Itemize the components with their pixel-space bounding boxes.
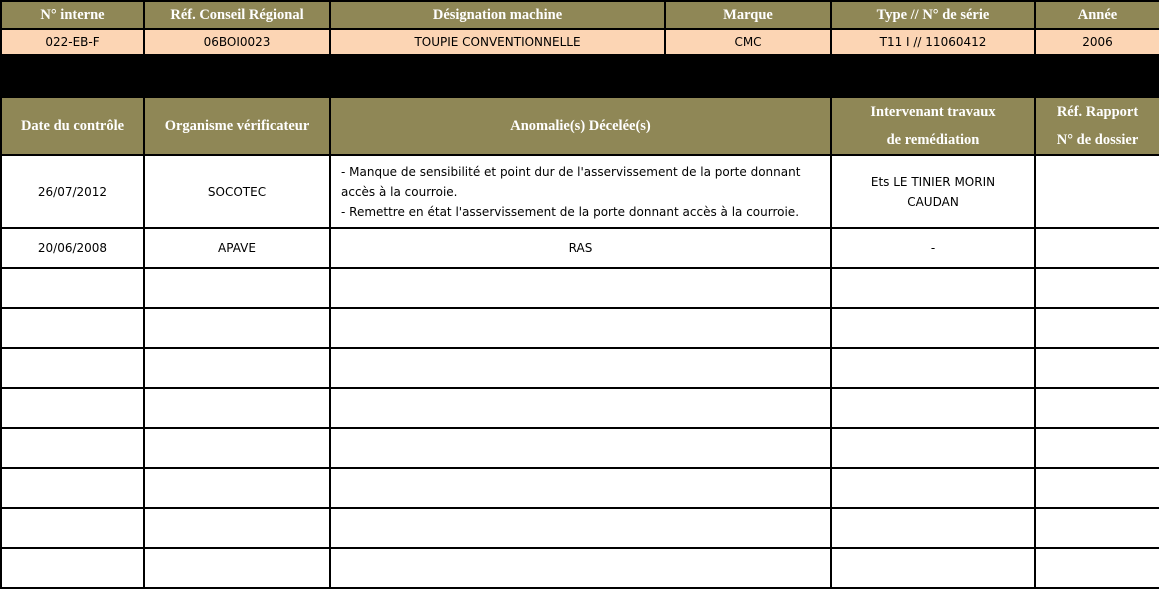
intervenant-line: CAUDAN [907, 194, 959, 209]
empty-cell [330, 508, 831, 548]
header-ref-rapport [1035, 97, 1159, 155]
empty-cell [144, 548, 330, 588]
cell-intervenant [831, 155, 1035, 228]
empty-cell [330, 548, 831, 588]
value-type-numero-serie: T11 I // 11060412 [831, 29, 1035, 55]
header-intervenant-line: de remédiation [886, 132, 980, 148]
header-type-numero-serie: Type // N° de série [831, 1, 1035, 29]
empty-row [1, 428, 1159, 468]
cell-ref-rapport [1035, 155, 1159, 228]
empty-cell [330, 388, 831, 428]
empty-row [1, 348, 1159, 388]
empty-cell [831, 308, 1035, 348]
empty-cell [831, 468, 1035, 508]
empty-cell [1, 348, 144, 388]
header-intervenant [831, 97, 1035, 155]
empty-cell [1, 428, 144, 468]
empty-cell [1, 268, 144, 308]
value-designation-machine: TOUPIE CONVENTIONNELLE [330, 29, 665, 55]
header-ref-rapport-line: N° de dossier [1056, 132, 1139, 148]
cell-organisme: SOCOTEC [144, 155, 330, 228]
value-annee: 2006 [1035, 29, 1159, 55]
header-designation-machine: Désignation machine [330, 1, 665, 29]
cell-intervenant: - [831, 228, 1035, 268]
empty-row [1, 388, 1159, 428]
empty-cell [144, 428, 330, 468]
value-ref-conseil-regional: 06BOI0023 [144, 29, 330, 55]
empty-cell [831, 348, 1035, 388]
header-ref-conseil-regional: Réf. Conseil Régional [144, 1, 330, 29]
empty-cell [1035, 268, 1159, 308]
header-marque: Marque [665, 1, 831, 29]
controls-table [0, 96, 1159, 589]
machine-info-table [0, 0, 1159, 56]
cell-anomalies [330, 155, 831, 228]
empty-cell [330, 268, 831, 308]
cell-date: 20/06/2008 [1, 228, 144, 268]
empty-cell [144, 348, 330, 388]
value-marque: CMC [665, 29, 831, 55]
header-ref-rapport-line: Réf. Rapport [1056, 104, 1139, 120]
empty-row [1, 548, 1159, 588]
controls-header-row [1, 97, 1159, 155]
header-organisme-verificateur: Organisme vérificateur [144, 97, 330, 155]
empty-cell [330, 308, 831, 348]
empty-cell [330, 428, 831, 468]
empty-cell [1, 308, 144, 348]
empty-cell [1035, 348, 1159, 388]
empty-cell [1035, 548, 1159, 588]
header-date-controle: Date du contrôle [1, 97, 144, 155]
empty-cell [144, 388, 330, 428]
empty-cell [831, 428, 1035, 468]
empty-cell [144, 308, 330, 348]
header-anomalies: Anomalie(s) Décelée(s) [330, 97, 831, 155]
empty-cell [1, 548, 144, 588]
value-numero-interne: 022-EB-F [1, 29, 144, 55]
empty-cell [831, 388, 1035, 428]
empty-cell [144, 508, 330, 548]
empty-row [1, 468, 1159, 508]
cell-date: 26/07/2012 [1, 155, 144, 228]
empty-cell [831, 268, 1035, 308]
cell-organisme: APAVE [144, 228, 330, 268]
empty-cell [831, 508, 1035, 548]
separator-band [0, 55, 1159, 96]
empty-cell [1035, 428, 1159, 468]
anomaly-line: - Manque de sensibilité et point dur de l'asservissement de la porte donnant [341, 164, 801, 179]
header-intervenant-line: Intervenant travaux [870, 104, 996, 120]
empty-cell [831, 548, 1035, 588]
header-numero-interne: N° interne [1, 1, 144, 29]
machine-value-row [1, 29, 1159, 55]
empty-cell [1035, 508, 1159, 548]
table-row [1, 155, 1159, 228]
empty-cell [144, 268, 330, 308]
empty-cell [330, 348, 831, 388]
empty-cell [1, 388, 144, 428]
empty-cell [144, 468, 330, 508]
cell-ref-rapport [1035, 228, 1159, 268]
cell-anomalies: RAS [330, 228, 831, 268]
empty-row [1, 268, 1159, 308]
table-row [1, 228, 1159, 268]
intervenant-line: Ets LE TINIER MORIN [870, 174, 996, 189]
machine-header-row [1, 1, 1159, 29]
anomaly-line: - Remettre en état l'asservissement de la porte donnant accès à la courroie. [341, 204, 800, 219]
empty-cell [1, 508, 144, 548]
empty-cell [1035, 308, 1159, 348]
empty-cell [330, 468, 831, 508]
header-annee: Année [1035, 1, 1159, 29]
anomaly-line: accès à la courroie. [341, 184, 458, 199]
empty-cell [1035, 388, 1159, 428]
empty-row [1, 508, 1159, 548]
empty-cell [1, 468, 144, 508]
empty-cell [1035, 468, 1159, 508]
empty-row [1, 308, 1159, 348]
